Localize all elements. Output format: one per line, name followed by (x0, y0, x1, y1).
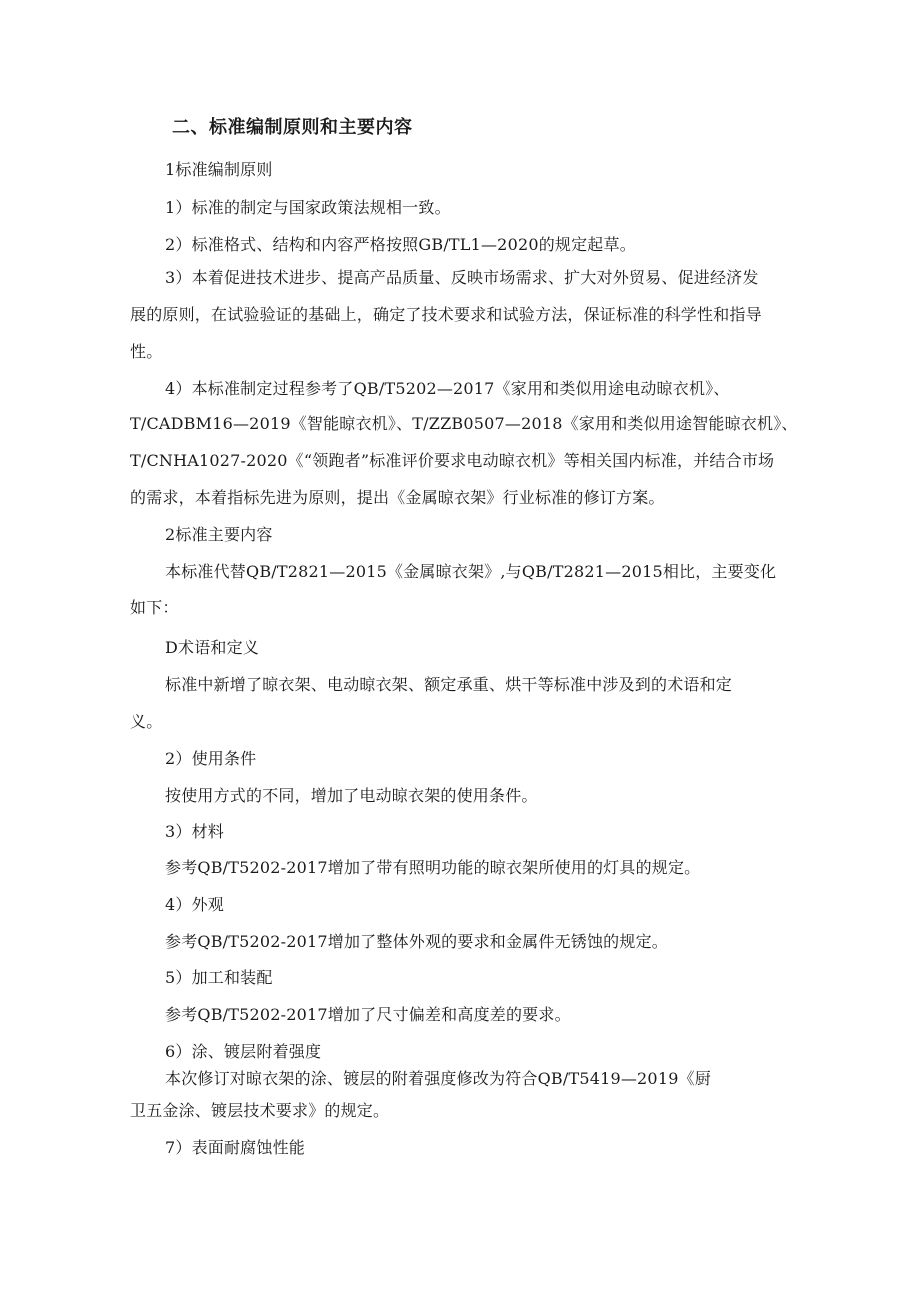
item-processing-title: 5）加工和装配 (165, 968, 273, 987)
principle-3-line-2: 展的原则，在试验验证的基础上，确定了技术要求和试验方法，保证标准的科学性和指导 (130, 305, 762, 324)
item-appearance-body: 参考QB/T5202-2017增加了整体外观的要求和金属件无锈蚀的规定。 (165, 932, 668, 951)
item-processing-body: 参考QB/T5202-2017增加了尺寸偏差和高度差的要求。 (165, 1005, 571, 1024)
principle-4-line-3: T/CNHA1027-2020《“领跑者”标准评价要求电动晾衣机》等相关国内标准，并结合市场 (130, 451, 775, 470)
principle-3-line-3: 性。 (130, 342, 163, 361)
main-content-intro-line-1: 本标准代替QB/T2821—2015《金属晾衣架》,与QB/T2821—2015相比，主要变化 (165, 562, 777, 581)
item-terms-title: D术语和定义 (165, 638, 260, 657)
principle-4-line-2: T/CADBM16—2019《智能晾衣机》、T/ZZB0507—2018《家用和类似用途智能晾衣机》、 (130, 414, 798, 433)
item-materials-body: 参考QB/T5202-2017增加了带有照明功能的晾衣架所使用的灯具的规定。 (165, 858, 701, 877)
item-coating-body-line-2: 卫五金涂、镀层技术要求》的规定。 (130, 1101, 390, 1120)
principle-4-line-4: 的需求，本着指标先进为原则，提出《金属晾衣架》行业标准的修订方案。 (130, 488, 665, 507)
principle-4-line-1: 4）本标准制定过程参考了QB/T5202—2017《家用和类似用途电动晾衣机》、 (165, 379, 730, 398)
main-content-intro-line-2: 如下： (130, 598, 179, 617)
item-terms-body-line-2: 义。 (130, 712, 163, 731)
section-heading: 二、标准编制原则和主要内容 (172, 117, 413, 138)
item-corrosion-title: 7）表面耐腐蚀性能 (165, 1138, 305, 1157)
principle-3-line-1: 3）本着促进技术进步、提高产品质量、反映市场需求、扩大对外贸易、促进经济发 (165, 268, 759, 287)
item-materials-title: 3）材料 (165, 822, 224, 841)
principle-2: 2）标准格式、结构和内容严格按照GB/TL1—2020的规定起草。 (165, 235, 636, 254)
item-coating-body-line-1: 本次修订对晾衣架的涂、镀层的附着强度修改为符合QB/T5419—2019《厨 (165, 1069, 711, 1088)
item-coating-title: 6）涂、镀层附着强度 (165, 1042, 322, 1061)
item-appearance-title: 4）外观 (165, 895, 224, 914)
item-terms-body-line-1: 标准中新增了晾衣架、电动晾衣架、额定承重、烘干等标准中涉及到的术语和定 (165, 675, 733, 694)
subsection-title-main-content: 2标准主要内容 (165, 525, 273, 544)
item-conditions-body: 按使用方式的不同，增加了电动晾衣架的使用条件。 (165, 786, 538, 805)
item-conditions-title: 2）使用条件 (165, 749, 257, 768)
subsection-title-principles: 1标准编制原则 (165, 160, 273, 179)
principle-1: 1）标准的制定与国家政策法规相一致。 (165, 198, 451, 217)
